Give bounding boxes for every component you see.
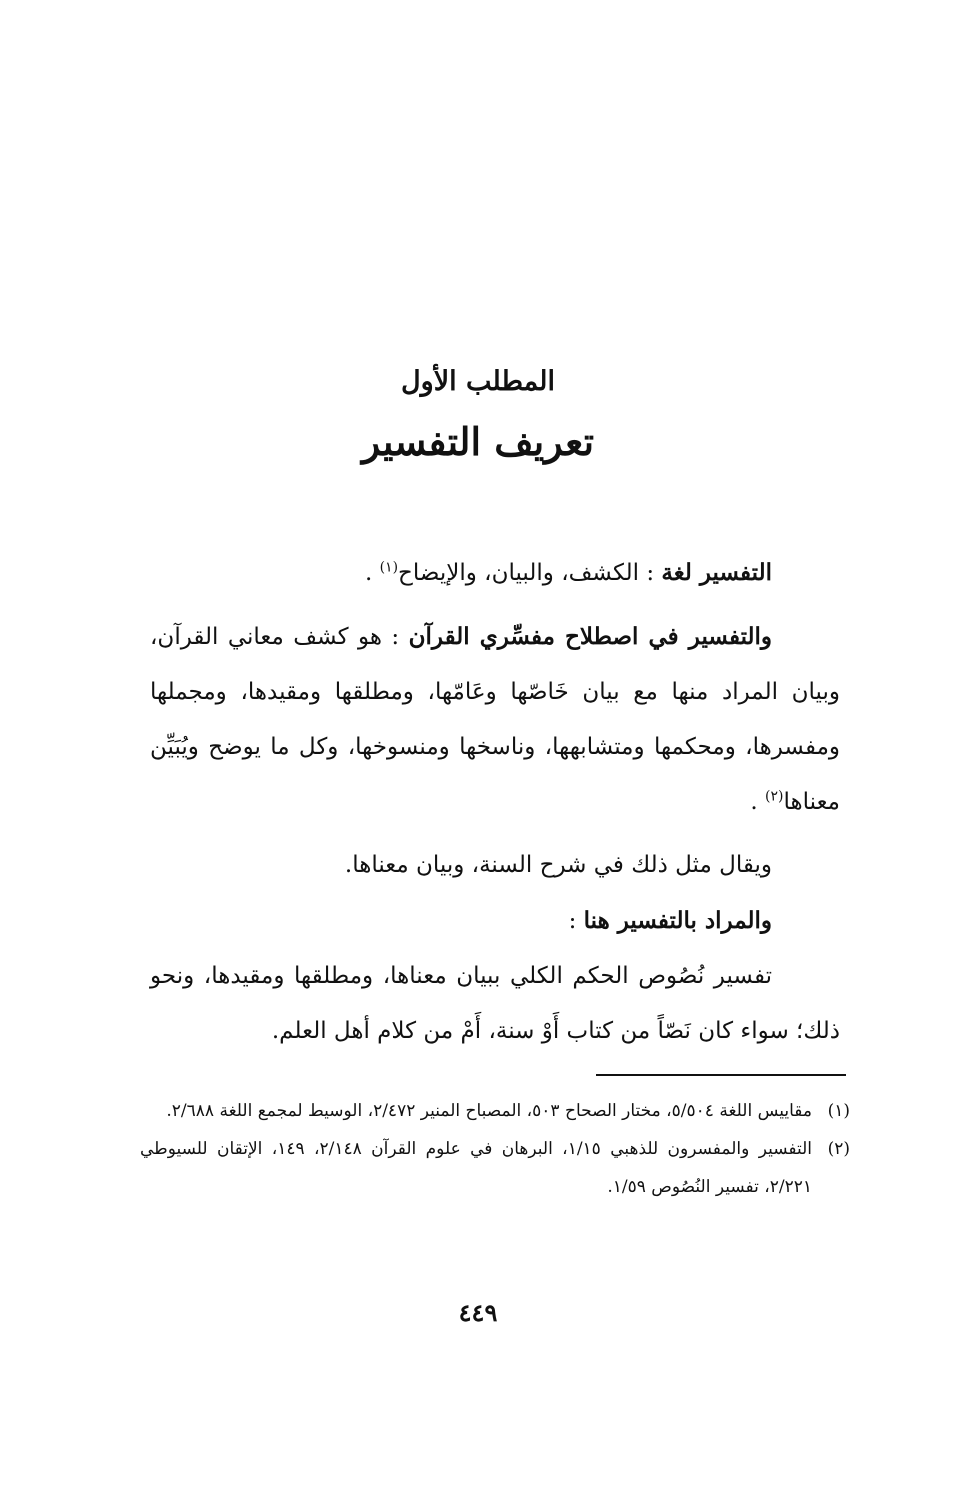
paragraph-text: : الكشف، والبيان، والإيضاح	[398, 560, 655, 586]
paragraph-text: : هو كشف معاني القرآن، وبيان المراد منها مع بيان خَاصّها وعَامّها، ومطلقها ومقيدها، ومجملها ومفسرها، ومحكمها ومتشابهها، وناسخها ومنسوخها، وكل ما يوضح ويُبَيِّن معناها	[150, 624, 840, 815]
section-label: المطلب الأول	[401, 366, 555, 397]
paragraph-intended-meaning-heading	[150, 893, 840, 949]
footnote-item	[140, 1130, 850, 1206]
footnote-text: مقاييس اللغة ٥/٥٠٤، مختار الصحاح ٥٠٣، المصباح المنير ٢/٤٧٢، الوسيط لمجمع اللغة ٢/٦٨٨.	[166, 1101, 812, 1121]
footnote-ref: (٢)	[765, 788, 784, 805]
paragraph-text: :	[568, 908, 577, 934]
paragraph-technical-definition	[150, 609, 840, 830]
footnote-divider	[596, 1074, 846, 1076]
paragraph-text: ويقال مثل ذلك في شرح السنة، وبيان معناها.	[344, 852, 772, 878]
footnotes	[140, 1092, 850, 1206]
paragraph-text: تفسير نُصُوص الحكم الكلي ببيان معناها، ومطلقها ومقيدها، ونحو ذلك؛ سواء كان نَصّاً من كتاب أَوْ سنة، أَمْ من كلام أهل العلم.	[150, 963, 840, 1044]
body-text	[150, 545, 840, 1059]
term-heading: والمراد بالتفسير هنا	[583, 907, 772, 934]
footnote-text: التفسير والمفسرون للذهبي ١/١٥، البرهان في علوم القرآن ٢/١٤٨، ١٤٩، الإتقان للسيوطي ٢/٢٢١، تفسير النُصُوص ١/٥٩.	[140, 1139, 813, 1197]
term-heading: والتفسير في اصطلاح مفسِّري القرآن	[408, 623, 773, 650]
section-title: تعريف التفسير	[361, 419, 595, 464]
footnote-number: (٢)	[827, 1139, 850, 1159]
paragraph-sunnah	[150, 838, 840, 893]
paragraph-linguistic-definition	[150, 545, 840, 601]
footnote-item	[140, 1092, 850, 1130]
paragraph-tail: .	[750, 789, 758, 815]
footnote-ref: (١)	[379, 559, 399, 576]
term-heading: التفسير لغة	[661, 559, 772, 586]
page-number: ٤٤٩	[458, 1298, 498, 1327]
footnote-number: (١)	[827, 1101, 850, 1121]
paragraph-tail: .	[364, 560, 373, 586]
paragraph-intended-meaning	[150, 949, 840, 1059]
